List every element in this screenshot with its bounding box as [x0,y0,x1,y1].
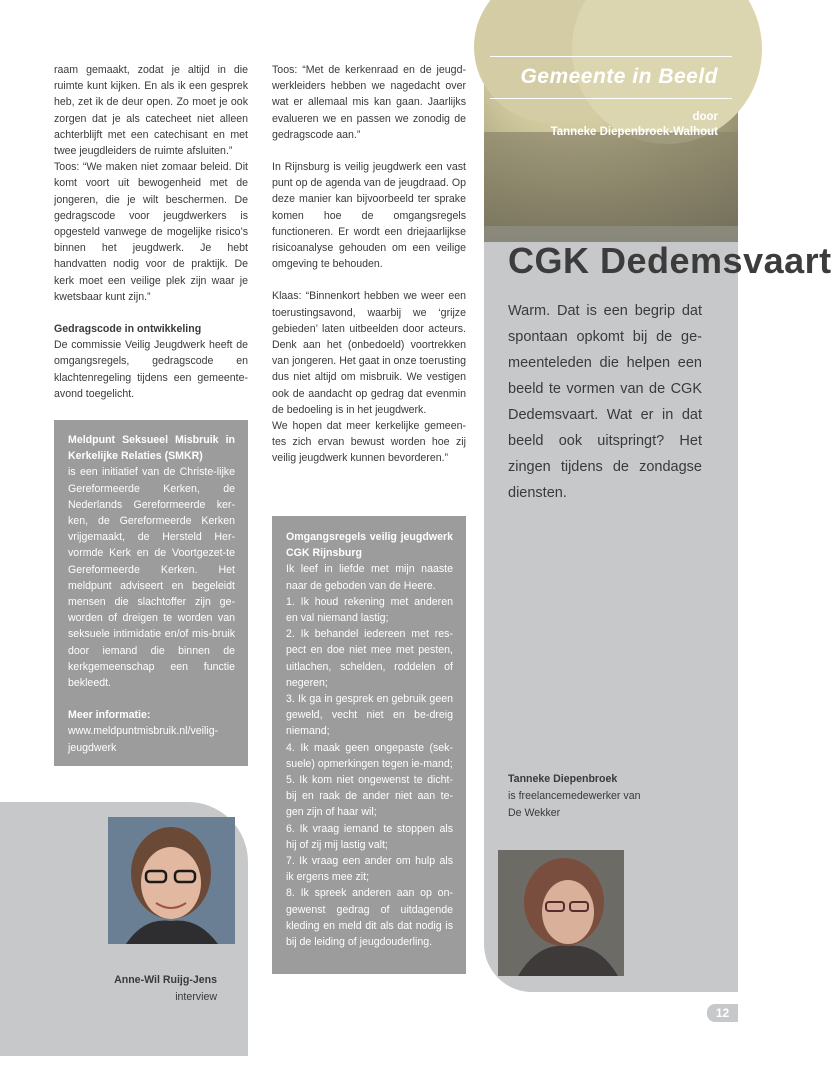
paragraph: Klaas: “Binnenkort hebben we weer een toerustingsavond, waarbij we ‘grijze gebieden’ laten uitbeelden door acteurs. Denk aan het (onbedoeld) voortrekken van jongeren. Het gaat in onze toerusting dus niet altijd om misbruik. We vestigen ook de aandacht op gedrag dat evenmin de bedoeling is in het jeugdwerk. [272,290,466,416]
divider [490,56,732,57]
author-name: Tanneke Diepenbroek [508,773,618,785]
paragraph: In Rijnsburg is veilig jeugdwerk een vast punt op de agenda van de jeugdraad. Op deze manier kan bijvoorbeeld ter sprake komen hoe de omgangsregels functioneren. Er wordt een driejaarlijkse risicoanalyse gehouden om een veilige omgeving te behouden. [272,161,466,271]
rule-item: 3. Ik ga in gesprek en gebruik geen geweld, vecht niet en be-dreig niemand; [286,693,453,738]
series-title: Gemeente in Beeld [520,65,718,88]
author-photo-tanneke [498,850,624,976]
byline-author: Tanneke Diepenbroek-Walhout [550,126,718,138]
rule-item: 6. Ik vraag iemand te stoppen als hij of zij mij lastig valt; [286,822,453,851]
paragraph: raam gemaakt, zodat je altijd in die ruimte kunt kijken. En als ik een gesprek heb, zet ik de deur open. Zo moet je ook zorgen dat je als catecheet niet alleen achterblijft met een catechisant en met twee jeugdleiders de ruimte afsluiten.” [54,64,248,158]
author-role: is freelancemedewerker van [508,790,641,802]
box-title: Meldpunt Seksueel Misbruik in Kerkelijke Relaties (SMKR) [68,434,235,463]
author-role: interview [175,991,217,1003]
byline [551,110,718,140]
rule-item: 8. Ik spreek anderen aan op on-gewenst gedrag of uitdagende kleding en meld dit als dat nodig is bij de leiding of jeugdouderling. [286,887,453,949]
author-photo-anne-wil [108,817,235,944]
article-column-2 [272,62,466,467]
box-title: Omgangsregels veilig jeugdwerk CGK Rijnsburg [286,531,453,560]
rule-item: 5. Ik kom niet ongewenst te dicht-bij en raak de ander niet aan te-gen zijn of haar wil; [286,774,453,819]
author-name: Anne-Wil Ruijg-Jens [114,974,217,986]
section-heading: Gedragscode in ontwikkeling [54,323,202,336]
author-credit-right [508,771,640,822]
header-image [484,12,738,226]
byline-by: door [692,111,718,123]
page-title: CGK Dedemsvaart [508,240,832,281]
paragraph: De commissie Veilig Jeugdwerk heeft de omgangsregels, gedragscode en klachtenregeling tijdens een gemeente-avond toegelicht. [54,339,248,400]
smkr-info-box [54,420,248,766]
divider [490,98,732,99]
page-number: 12 [707,1004,738,1022]
rule-item: 1. Ik houd rekening met anderen en val niemand lastig; [286,595,453,625]
lead-paragraph: Warm. Dat is een begrip dat spontaan opkomt bij de ge-meenteleden die helpen een beeld te vormen van de CGK Dedemsvaart. Wat er in dat beeld ook uitspringt? Het zingen tijdens de zondagse diensten. [508,303,702,501]
more-info-url: www.meldpuntmisbruik.nl/veilig-jeugdwerk [68,725,219,754]
image-shadow [484,132,738,242]
rule-item: 2. Ik behandel iedereen met res-pect en doe niet mee met pesten, uitlachen, schelden, roddelen of negeren; [286,628,453,689]
paragraph: Toos: “Met de kerkenraad en de jeugd-werkleiders hebben we nagedacht over wat er allemaal mis kan gaan. Jaarlijks evalueren we en passen we zonodig de gedragscode aan.” [272,64,466,141]
article-column-1 [54,62,248,402]
box-body: is een initiatief van de Christe-lijke Gereformeerde Kerken, de Nederlands Gereformeerde ker-ken, de Gereformeerde Kerken vrijgemaakt, de Hersteld Her-vormde Kerk en de Voortgezet-te Gereformeerde Kerken. Het meldpunt adviseert en begeleidt mensen die slachtoffer zijn ge-worden of dreigen te worden van seksuele intimidatie en/of mis-bruik door iemand die binnen de kerkgemeenschap een functie bekleedt. [68,466,235,690]
paragraph: Toos: “We maken niet zomaar beleid. Dit komt voort uit bewogenheid met de jongeren, die je wilt beschermen. De gedragscode voor jeugdwerkers is opgesteld vanwege de mogelijke risico’s binnen het jeugdwerk. Je hebt handvatten nodig voor de praktijk. De kerk moet een veilige plek zijn waar je kwetsbaar kunt zijn.” [54,161,248,303]
rules-intro: Ik leef in liefde met mijn naaste naar de geboden van de Heere. [286,563,453,592]
author-role: De Wekker [508,807,561,819]
rule-item: 4. Ik maak geen ongepaste (sek-suele) opmerkingen tegen ie-mand; [286,741,453,770]
author-credit-left [54,972,217,1006]
rules-box [272,516,466,974]
paragraph: We hopen dat meer kerkelijke gemeen-tes zich ervan bewust worden hoe zij veilig jeugdwerk kunnen bevorderen.” [272,420,466,465]
rule-item: 7. Ik vraag een ander om hulp als ik ergens mee zit; [286,855,453,884]
more-info-label: Meer informatie: [68,709,151,722]
